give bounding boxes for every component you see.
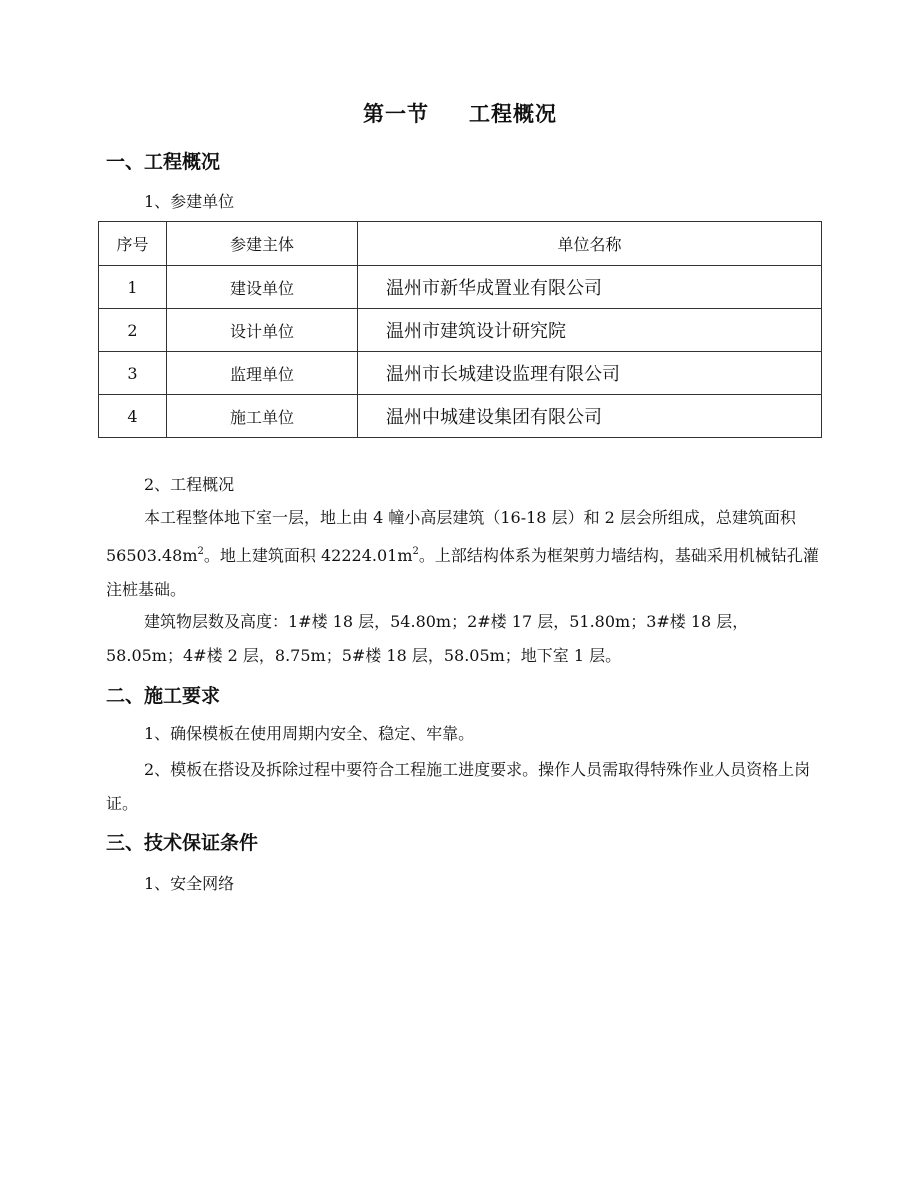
row-role: 建设单位 bbox=[167, 266, 358, 309]
table-row bbox=[99, 352, 822, 395]
row-no: 4 bbox=[99, 395, 167, 438]
row-unit-name: 温州市新华成置业有限公司 bbox=[358, 266, 822, 309]
participants-table bbox=[98, 221, 822, 438]
section-title bbox=[0, 98, 920, 128]
table-row bbox=[99, 309, 822, 352]
row-no: 3 bbox=[99, 352, 167, 395]
row-unit-name: 温州市长城建设监理有限公司 bbox=[358, 352, 822, 395]
requirement-2: 2、模板在搭设及拆除过程中要符合工程施工进度要求。操作人员需取得特殊作业人员资格上岗证。 bbox=[106, 760, 811, 813]
heading-requirements: 二、施工要求 bbox=[106, 685, 221, 707]
subheading-overview: 2、工程概况 bbox=[144, 475, 235, 494]
row-unit-name: 温州中城建设集团有限公司 bbox=[358, 395, 822, 438]
overview-paragraph: 本工程整体地下室一层，地上由 4 幢小高层建筑（16-18 层）和 2 层会所组成，总建筑面积 $56503.48m^2$。地上建筑面积 $42224.01m^2$。上部结构体系为框架剪力墙结构，基础采用机械钻孔灌注桩基础。 bbox=[106, 508, 819, 599]
table-row bbox=[99, 266, 822, 309]
subheading-safety-network: 1、安全网络 bbox=[144, 874, 235, 893]
row-role: 施工单位 bbox=[167, 395, 358, 438]
requirement-1: 1、确保模板在使用周期内安全、稳定、牢靠。 bbox=[144, 724, 475, 743]
section-number: 第一节 bbox=[363, 101, 429, 126]
row-unit-name: 温州市建筑设计研究院 bbox=[358, 309, 822, 352]
header-role: 参建主体 bbox=[167, 222, 358, 266]
row-no: 2 bbox=[99, 309, 167, 352]
header-unit-name: 单位名称 bbox=[358, 222, 822, 266]
row-role: 设计单位 bbox=[167, 309, 358, 352]
heading-overview: 一、工程概况 bbox=[106, 151, 221, 173]
heading-technical: 三、技术保证条件 bbox=[106, 832, 259, 854]
table-header-row bbox=[99, 222, 822, 266]
row-no: 1 bbox=[99, 266, 167, 309]
floors-paragraph: 建筑物层数及高度：1#楼 18 层，54.80m；2#楼 17 层，51.80m；3#楼 18 层，58.05m；4#楼 2 层，8.75m；5#楼 18 层，58.05m；地下室 1 层。 bbox=[106, 612, 749, 665]
header-no: 序号 bbox=[99, 222, 167, 266]
row-role: 监理单位 bbox=[167, 352, 358, 395]
table-row bbox=[99, 395, 822, 438]
section-name: 工程概况 bbox=[469, 101, 557, 126]
subheading-participants: 1、参建单位 bbox=[144, 192, 235, 211]
